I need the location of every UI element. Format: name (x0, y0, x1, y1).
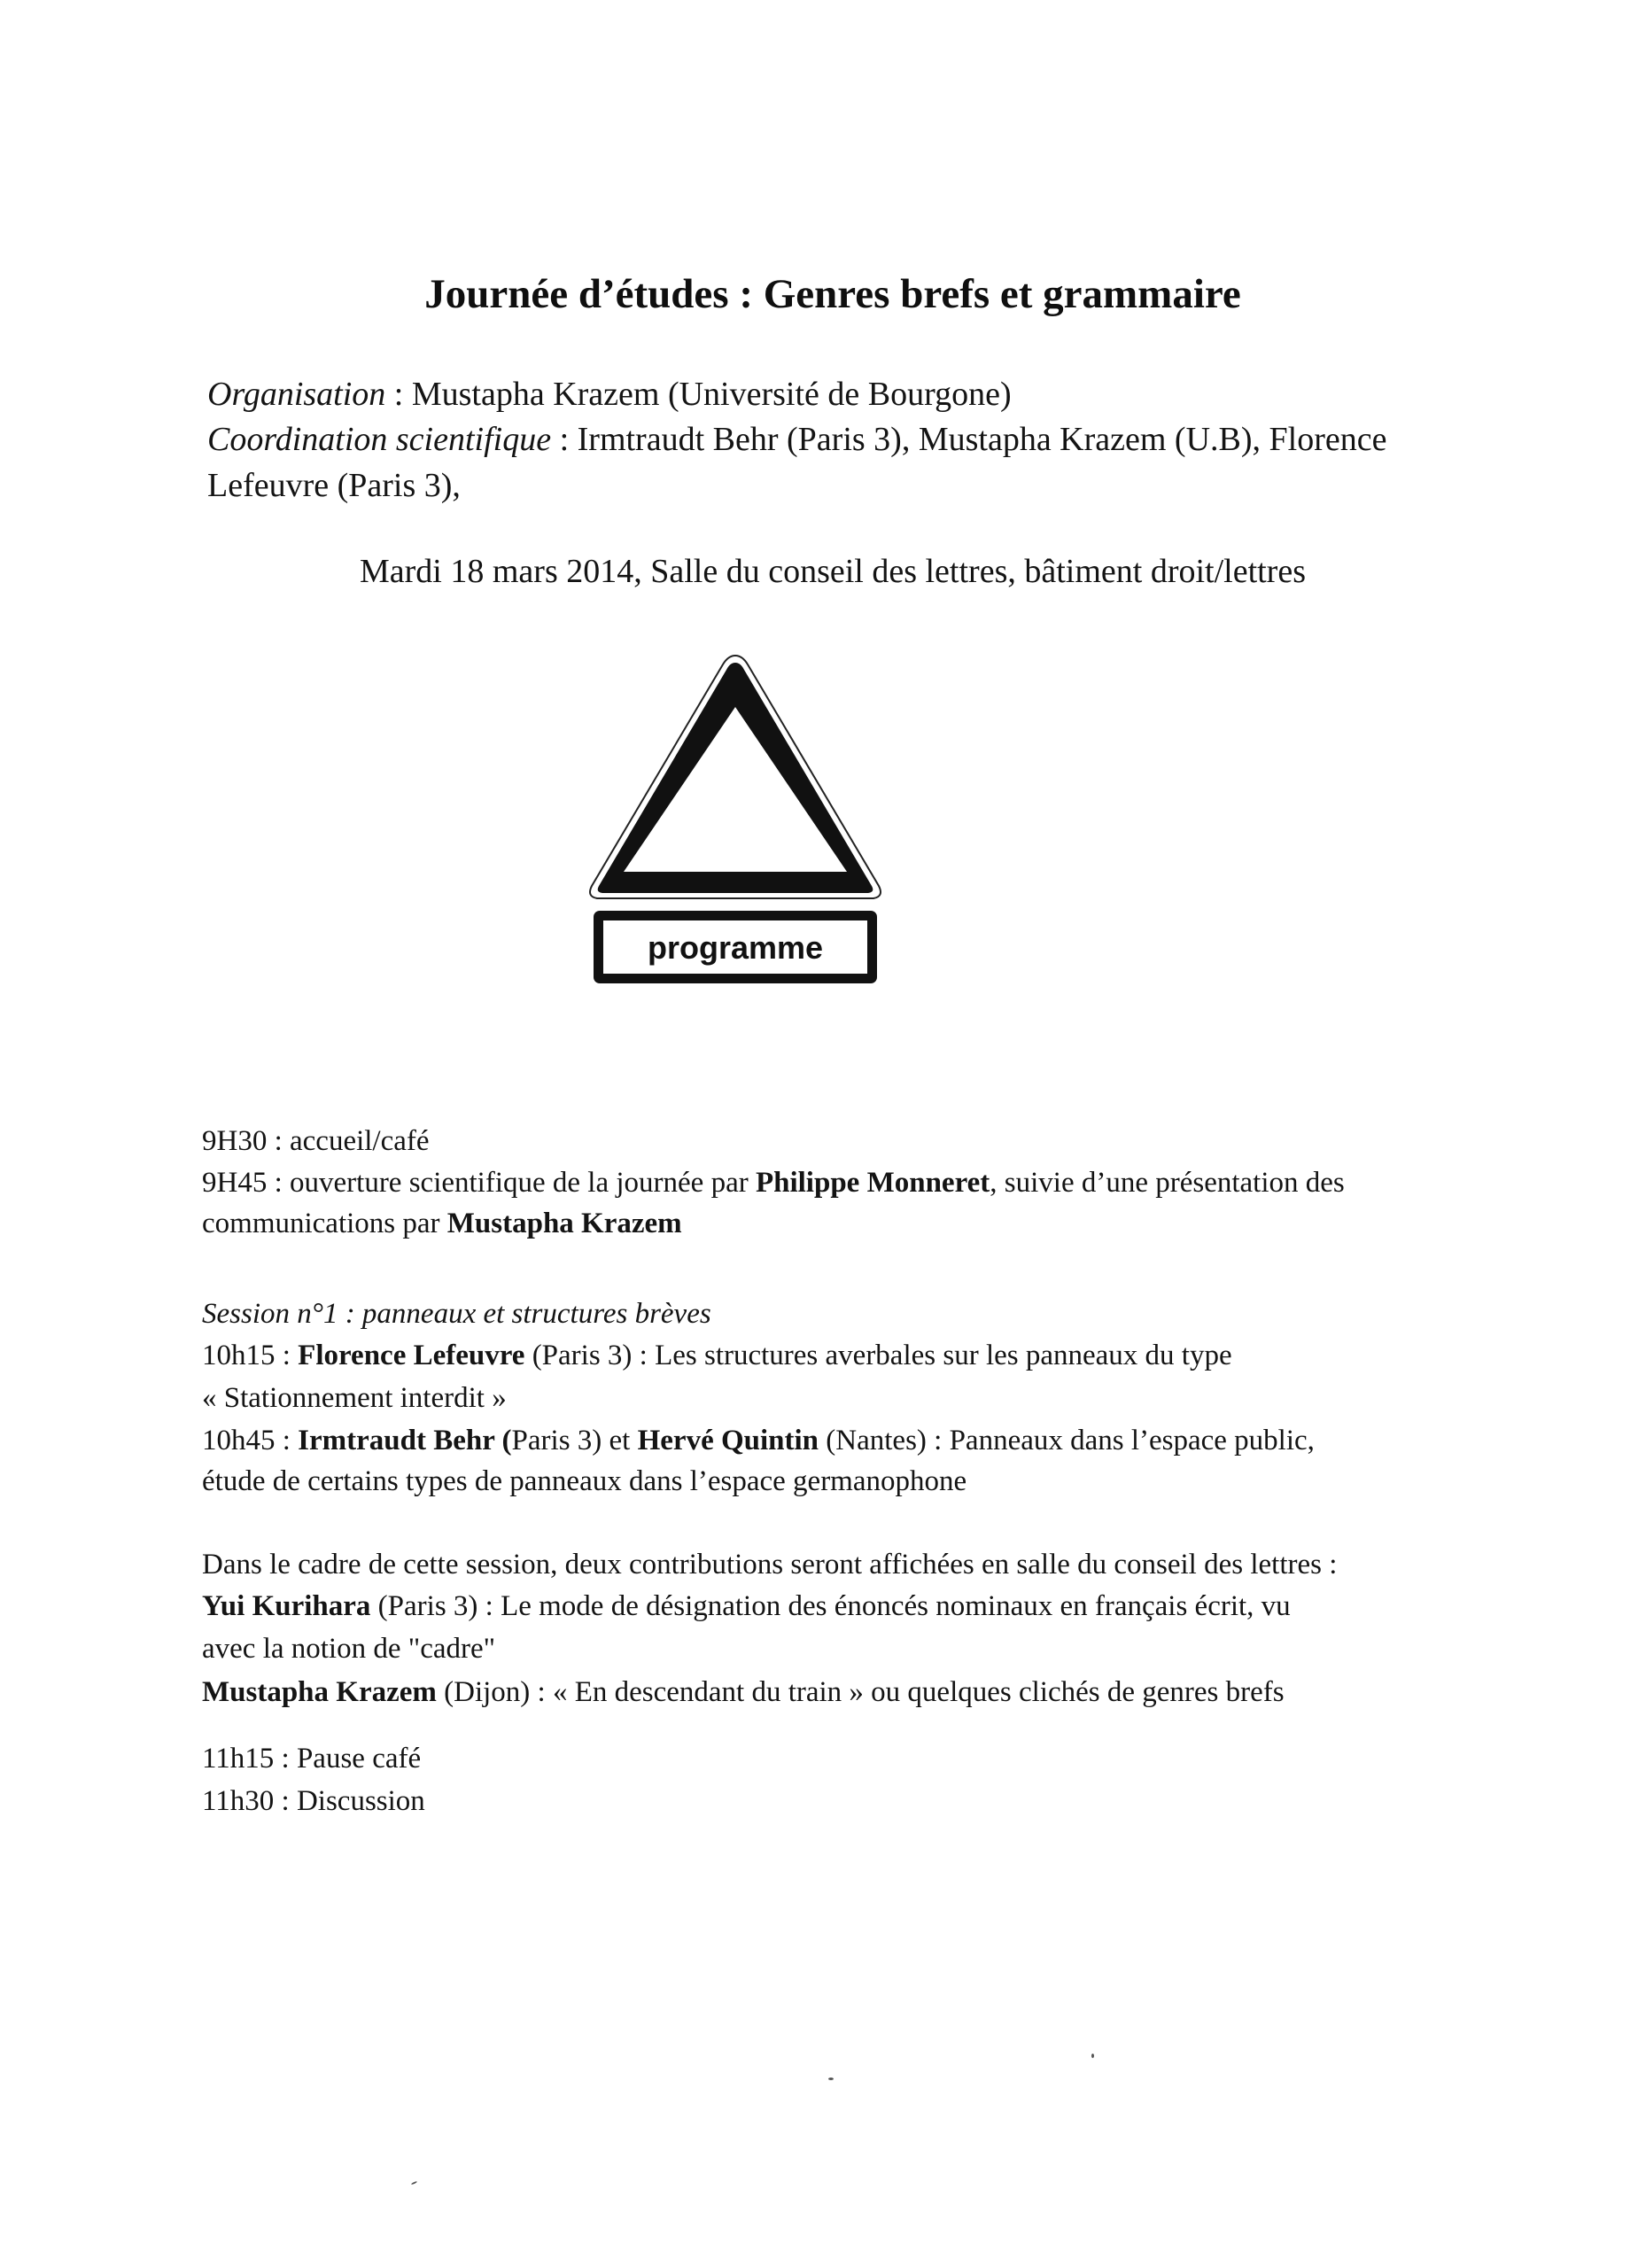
date-place: Mardi 18 mars 2014, Salle du conseil des lettres, bâtiment droit/lettres (360, 553, 1306, 590)
coordination-line-continued (207, 469, 461, 502)
speaker-name: Yui Kurihara (202, 1590, 371, 1622)
scan-speck (411, 2181, 417, 2186)
item-sep: : (275, 1425, 299, 1456)
program-item-1130 (202, 1787, 425, 1816)
program-item-1045-continued (202, 1467, 966, 1496)
item-text: Paris 3) et (511, 1425, 638, 1456)
organisation-label: Organisation (207, 376, 386, 413)
scan-speck (828, 2078, 834, 2080)
coordination-value: : Irmtraudt Behr (Paris 3), Mustapha Krazem (U.B), Florence (551, 421, 1387, 458)
speaker-name: Philippe Monneret (755, 1167, 990, 1199)
program-item-0945-continued (202, 1209, 682, 1239)
session-title: Session n°1 : panneaux et structures brèves (202, 1298, 711, 1330)
program-item-0945 (202, 1169, 1345, 1198)
item-time: 11h15 (202, 1743, 275, 1775)
page-title: Journée d’études : Genres brefs et grammaire (424, 271, 1241, 317)
item-time: 11h30 (202, 1785, 275, 1817)
item-text: (Nantes) : Panneaux dans l’espace public, (819, 1425, 1315, 1456)
program-item-0930 (202, 1127, 430, 1156)
item-text: : Discussion (274, 1785, 425, 1817)
item-text: étude de certains types de panneaux dans l’espace germanophone (202, 1465, 967, 1497)
coordination-line (207, 423, 1386, 456)
item-text: avec la notion de "cadre" (202, 1633, 496, 1665)
item-text: « Stationnement interdit » (202, 1382, 507, 1414)
item-time: 9H45 (202, 1167, 268, 1199)
item-time: 9H30 (202, 1125, 268, 1157)
item-text: , suivie d’une présentation des (990, 1167, 1345, 1199)
poster-1 (202, 1592, 1291, 1621)
item-text: Dans le cadre de cette session, deux contributions seront affichées en salle du conseil des lettres : (202, 1549, 1338, 1581)
poster-1-continued (202, 1635, 495, 1664)
poster-2 (202, 1678, 1285, 1707)
speaker-name: Hervé Quintin (637, 1425, 819, 1456)
item-text: (Paris 3) : Les structures averbales sur les panneaux du type (524, 1340, 1232, 1371)
session-heading (202, 1300, 711, 1329)
item-text: : ouverture scientifique de la journée par (267, 1167, 756, 1199)
program-item-1015-continued (202, 1384, 507, 1413)
speaker-name: Florence Lefeuvre (298, 1340, 525, 1371)
item-text: (Dijon) : « En descendant du train » ou quelques clichés de genres brefs (436, 1676, 1285, 1708)
program-item-1115 (202, 1744, 421, 1774)
warning-triangle-sign-icon (585, 650, 886, 990)
item-text: (Paris 3) : Le mode de désignation des énoncés nominaux en français écrit, vu (370, 1590, 1291, 1622)
speaker-name: Mustapha Krazem (202, 1676, 437, 1708)
organisation-value: : Mustapha Krazem (Université de Bourgone) (385, 376, 1012, 413)
programme-label: programme (647, 929, 824, 966)
program-item-1015 (202, 1341, 1232, 1371)
scan-speck (1091, 2054, 1094, 2058)
speaker-name: Mustapha Krazem (446, 1208, 682, 1239)
item-sep: : (275, 1340, 299, 1371)
organisation-line (207, 377, 1012, 411)
item-text: : accueil/café (267, 1125, 430, 1157)
coordination-label: Coordination scientifique (207, 421, 552, 458)
item-time: 10h45 (202, 1425, 276, 1456)
item-time: 10h15 (202, 1340, 276, 1371)
item-text: : Pause café (274, 1743, 422, 1775)
coordination-value-continued: Lefeuvre (Paris 3), (207, 467, 461, 504)
item-text: communications par (202, 1208, 447, 1239)
posters-intro (202, 1550, 1337, 1580)
speaker-name: Irmtraudt Behr ( (298, 1425, 512, 1456)
program-item-1045 (202, 1426, 1315, 1456)
